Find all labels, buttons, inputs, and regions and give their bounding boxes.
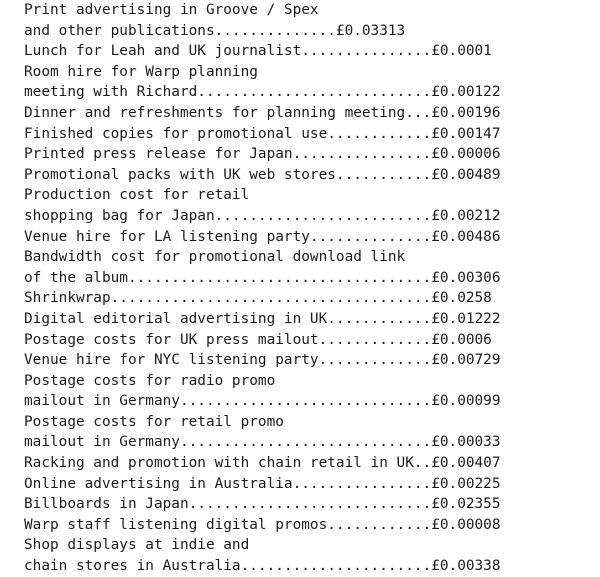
expense-line: Lunch for Leah and UK journalist...............£0.0001	[24, 43, 492, 60]
expense-line: Online advertising in Australia................£0.00225	[24, 475, 501, 492]
expense-line: Racking and promotion with chain retail in UK..£0.00407	[24, 455, 501, 472]
expense-line: Venue hire for LA listening party..............£0.00486	[24, 228, 501, 245]
expense-line: Bandwidth cost for promotional download link	[24, 249, 406, 266]
expense-line: Finished copies for promotional use............£0.00147	[24, 125, 501, 142]
expense-line: Production cost for retail	[24, 187, 250, 204]
expense-line: Postage costs for UK press mailout.............£0.0006	[24, 331, 492, 348]
expense-line: shopping bag for Japan.........................£0.00212	[24, 207, 501, 224]
expense-line: Billboards in Japan............................£0.02355	[24, 496, 501, 513]
expense-line: Printed press release for Japan................£0.00006	[24, 146, 501, 163]
expense-line: Venue hire for NYC listening party.............£0.00729	[24, 352, 501, 369]
expense-line: mailout in Germany.............................£0.00099	[24, 393, 501, 410]
expense-line: mailout in Germany.............................£0.00033	[24, 434, 501, 451]
expense-line: meeting with Richard...........................£0.00122	[24, 84, 501, 101]
expense-line: Room hire for Warp planning	[24, 63, 258, 80]
expense-line: Dinner and refreshments for planning meeting...£0.00196	[24, 104, 501, 121]
expense-line: Postage costs for radio promo	[24, 372, 276, 389]
expense-line: and other publications..............£0.03313	[24, 22, 406, 39]
expense-line: Promotional packs with UK web stores...........£0.00489	[24, 166, 501, 183]
expense-line: Shop displays at indie and	[24, 537, 250, 554]
expense-line: Postage costs for retail promo	[24, 413, 284, 430]
expense-line: Warp staff listening digital promos............£0.00008	[24, 516, 501, 533]
expense-line: chain stores in Australia......................£0.00338	[24, 558, 501, 575]
expense-line: Digital editorial advertising in UK............£0.01222	[24, 310, 501, 327]
expense-line: of the album...................................£0.00306	[24, 269, 501, 286]
expense-line: Print advertising in Groove / Spex	[24, 2, 319, 18]
expense-line: Shrinkwrap.....................................£0.0258	[24, 290, 492, 307]
